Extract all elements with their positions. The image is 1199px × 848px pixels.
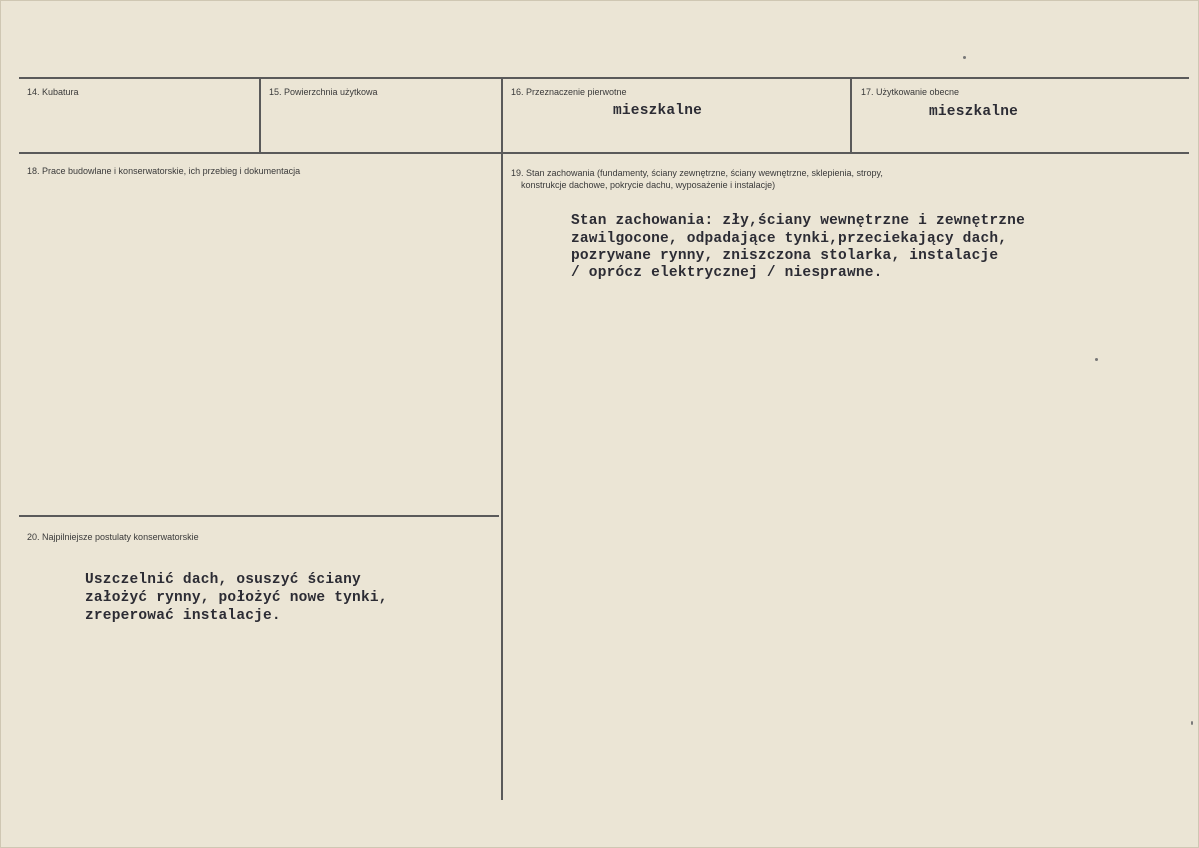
field-19-value-line-2: zawilgocone, odpadające tynki,przeciekający dach,	[571, 231, 1008, 247]
col-divider-15-16	[501, 78, 503, 800]
row-divider-1	[19, 152, 1189, 154]
paper-speck	[1191, 721, 1193, 725]
col-divider-16-17	[850, 78, 852, 152]
field-17-label: 17. Użytkowanie obecne	[861, 87, 960, 97]
top-rule	[19, 77, 1189, 79]
field-19-label-line-1: 19. Stan zachowania (fundamenty, ściany zewnętrzne, ściany wewnętrzne, sklepienia, stropy,	[511, 168, 883, 178]
field-19-label-line-2: konstrukcje dachowe, pokrycie dachu, wyposażenie i instalacje)	[521, 180, 776, 190]
col-divider-14-15	[259, 78, 261, 152]
field-20-value-line-1: Uszczelnić dach, osuszyć ściany	[85, 572, 361, 588]
field-16-label: 16. Przeznaczenie pierwotne	[511, 87, 627, 97]
paper-speck	[1095, 358, 1098, 361]
field-20-value-line-3: zreperować instalacje.	[85, 608, 281, 624]
row-divider-2	[19, 515, 499, 517]
field-19-value-line-1: Stan zachowania: zły,ściany wewnętrzne i zewnętrzne	[571, 213, 1025, 229]
field-16-value: mieszkalne	[613, 103, 703, 119]
paper-speck	[963, 56, 966, 59]
field-19-value-line-4: / oprócz elektrycznej / niesprawne.	[571, 265, 883, 281]
field-15-label: 15. Powierzchnia użytkowa	[269, 87, 378, 97]
field-17-value: mieszkalne	[929, 104, 1019, 120]
field-20-value-line-2: założyć rynny, położyć nowe tynki,	[85, 590, 388, 606]
field-20-label: 20. Najpilniejsze postulaty konserwatorskie	[27, 532, 199, 542]
field-14-label: 14. Kubatura	[27, 87, 79, 97]
field-19-value-line-3: pozrywane rynny, zniszczona stolarka, instalacje	[571, 248, 999, 264]
field-18-label: 18. Prace budowlane i konserwatorskie, ich przebieg i dokumentacja	[27, 166, 301, 176]
